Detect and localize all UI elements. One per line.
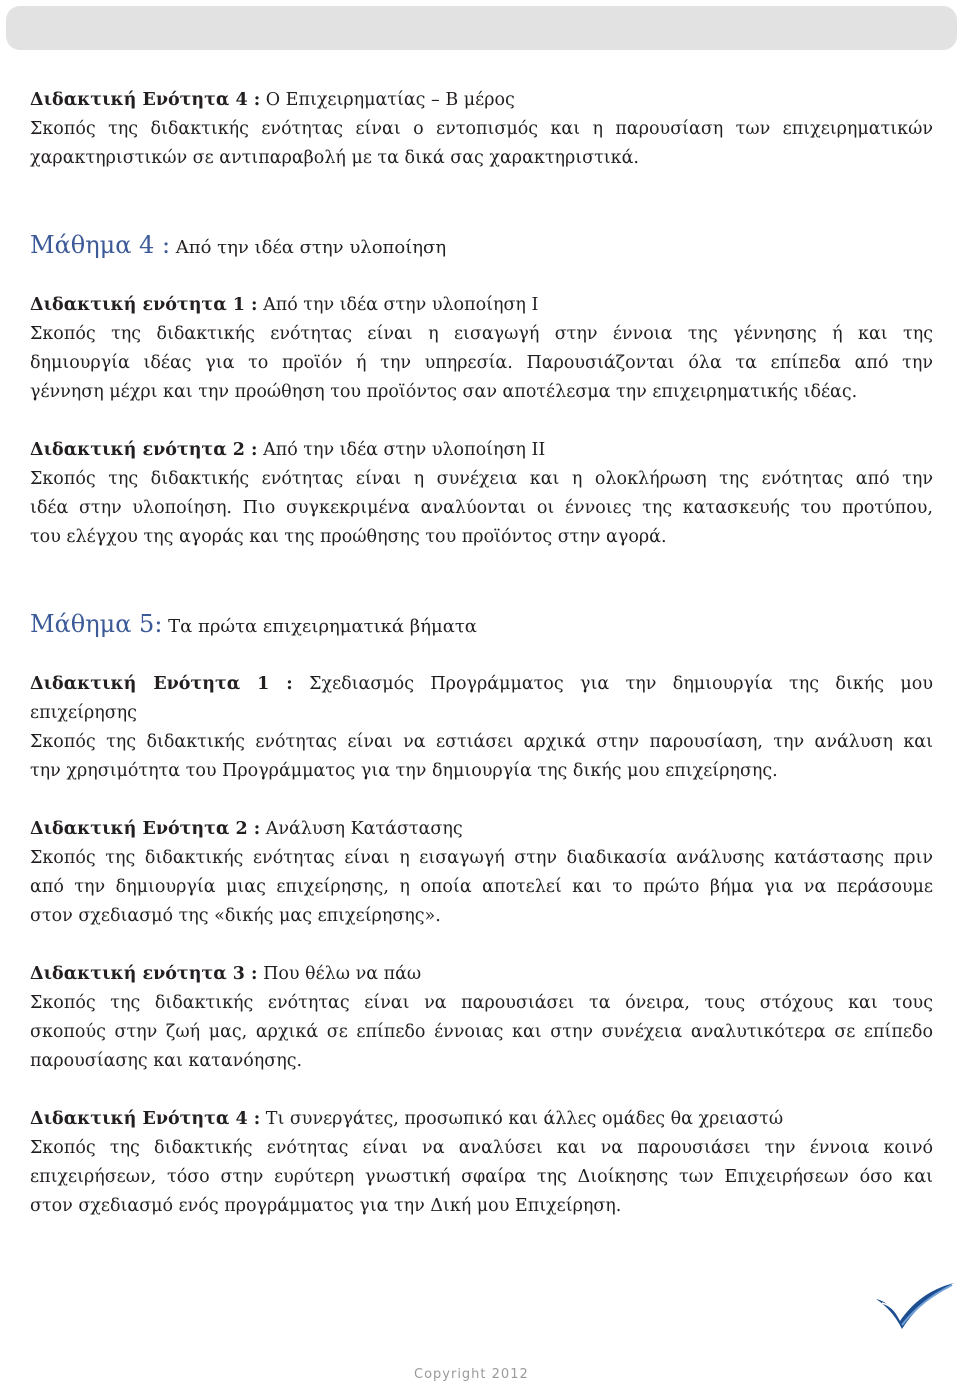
lesson-label: Μάθημα 4 : xyxy=(30,231,171,259)
lesson-title-text: Από την ιδέα στην υλοποίηση xyxy=(170,237,447,258)
unit-text-line: του ελέγχου της αγοράς και της προώθησης του προϊόντος στην αγορά. xyxy=(30,527,667,547)
lesson-5-title xyxy=(30,610,933,641)
unit-heading xyxy=(30,670,933,699)
unit-text-line: την χρησιμότητα του Προγράμματος για την δημιουργία της δικής μου επιχείρησης. xyxy=(30,761,778,781)
unit-heading xyxy=(30,1105,933,1134)
unit-text-line: χαρακτηριστικών σε αντιπαραβολή με τα δικά σας χαρακτηριστικά. xyxy=(30,148,639,168)
unit-text-line: σκοπούς στην ζωή μας, αρχικά σε επίπεδο έννοιας και στην συνέχεια αναλυτικότερα σε επίπεδο xyxy=(30,1022,933,1042)
unit-text-line: επιχείρησης xyxy=(30,703,137,723)
lesson-5-unit-2 xyxy=(30,815,933,931)
unit-heading xyxy=(30,815,933,844)
lesson-4-unit-1 xyxy=(30,291,933,407)
unit-title: Τι συνεργάτες, προσωπικό και άλλες ομάδες θα χρειαστώ xyxy=(260,1109,784,1129)
unit-text-line: Σκοπός της διδακτικής ενότητας είναι η εισαγωγή στην διαδικασία ανάλυσης κατάστασης πριν xyxy=(30,848,933,868)
unit-text-line: Σκοπός της διδακτικής ενότητας είναι να παρουσιάσει τα όνειρα, τους στόχους και τους xyxy=(30,993,933,1013)
unit-text-line: Σκοπός της διδακτικής ενότητας είναι ο εντοπισμός και η παρουσίαση των επιχειρηματικών xyxy=(30,119,933,139)
lesson-5-unit-1 xyxy=(30,670,933,786)
document-body xyxy=(30,86,933,1250)
unit-label: Διδακτική Ενότητα 1 : xyxy=(30,674,293,694)
unit-title: Από την ιδέα στην υλοποίηση Ι xyxy=(257,295,539,315)
unit-label: Διδακτική ενότητα 1 : xyxy=(30,295,258,315)
unit-text-line: δημιουργία ιδέας για το προϊόν ή την υπηρεσία. Παρουσιάζονται όλα τα επίπεδα από την xyxy=(30,353,933,373)
unit-text-line: Σκοπός της διδακτικής ενότητας είναι η συνέχεια και η ολοκλήρωση της ενότητας από την xyxy=(30,469,933,489)
unit-title: Από την ιδέα στην υλοποίηση ΙΙ xyxy=(257,440,546,460)
unit-title: Ανάλυση Κατάστασης xyxy=(260,819,463,839)
unit-4b-section xyxy=(30,86,933,173)
unit-heading xyxy=(30,960,933,989)
unit-text-line: επιχειρήσεων, τόσο στην ευρύτερη γνωστική σφαίρα της Διοίκησης των Επιχειρήσεων όσο και xyxy=(30,1167,933,1187)
copyright-text: Copyright 2012 xyxy=(414,1367,529,1382)
unit-text-line: ιδέα στην υλοποίηση. Πιο συγκεκριμένα αναλύονται οι έννοιες της κατασκευής του προτύπου, xyxy=(30,498,933,518)
unit-label: Διδακτική Ενότητα 4 : xyxy=(30,90,261,110)
unit-text-line: Σκοπός της διδακτικής ενότητας είναι να αναλύσει και να παρουσιάσει την έννοια κοινό xyxy=(30,1138,933,1158)
unit-title: Ο Επιχειρηματίας – Β μέρος xyxy=(260,90,515,110)
unit-text-line: γέννηση μέχρι και την προώθηση του προϊόντος σαν αποτέλεσμα την επιχειρηματικής ιδέας. xyxy=(30,382,858,402)
unit-label: Διδακτική ενότητα 2 : xyxy=(30,440,258,460)
lesson-4-title xyxy=(30,231,933,262)
unit-title: Σχεδιασμός Προγράμματος για την δημιουργία της δικής μου xyxy=(292,674,933,694)
unit-heading xyxy=(30,86,933,115)
unit-label: Διδακτική Ενότητα 2 : xyxy=(30,819,261,839)
unit-label: Διδακτική ενότητα 3 : xyxy=(30,964,258,984)
lesson-5-unit-4 xyxy=(30,1105,933,1221)
unit-heading xyxy=(30,436,933,465)
unit-text-line: παρουσίασης και κατανόησης. xyxy=(30,1051,303,1071)
lesson-title-text: Τα πρώτα επιχειρηματικά βήματα xyxy=(162,616,477,637)
unit-text-line: στον σχεδιασμό ενός προγράμματος για την Δική μου Επιχείρηση. xyxy=(30,1196,622,1216)
unit-heading xyxy=(30,291,933,320)
unit-title: Που θέλω να πάω xyxy=(257,964,422,984)
unit-label: Διδακτική Ενότητα 4 : xyxy=(30,1109,261,1129)
lesson-5-unit-3 xyxy=(30,960,933,1076)
unit-text-line: στον σχεδιασμό της «δικής μας επιχείρησης». xyxy=(30,906,441,926)
unit-text-line: Σκοπός της διδακτικής ενότητας είναι η εισαγωγή στην έννοια της γέννησης ή και της xyxy=(30,324,933,344)
header-bar xyxy=(6,6,957,50)
unit-text-line: από την δημιουργία μιας επιχείρησης, η οποία αποτελεί και το πρώτο βήμα για να περάσουμε xyxy=(30,877,933,897)
checkmark-logo-icon xyxy=(872,1281,956,1331)
lesson-4-unit-2 xyxy=(30,436,933,552)
unit-text-line: Σκοπός της διδακτικής ενότητας είναι να εστιάσει αρχικά στην παρουσίαση, την ανάλυση και xyxy=(30,732,933,752)
lesson-label: Μάθημα 5: xyxy=(30,610,163,638)
